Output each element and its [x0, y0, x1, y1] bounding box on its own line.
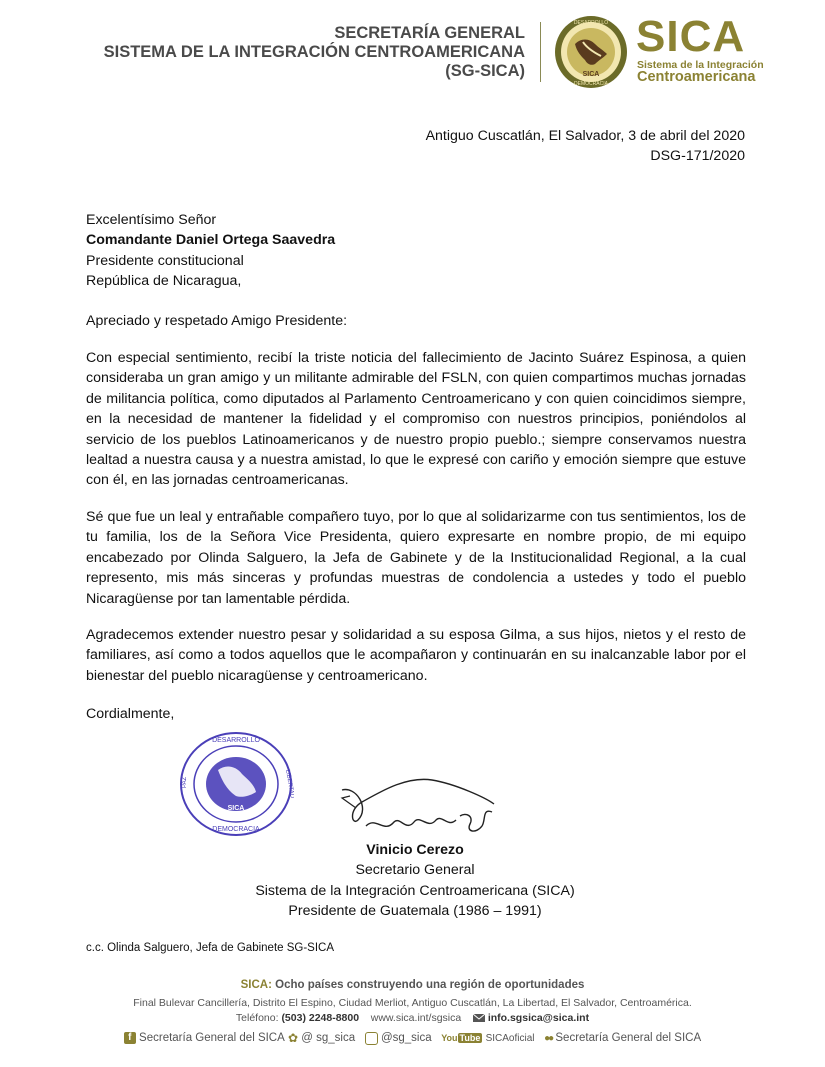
svg-text:DESARROLLO: DESARROLLO	[212, 737, 260, 744]
footer-social	[60, 1031, 765, 1045]
svg-text:DEMOCRACIA: DEMOCRACIA	[212, 826, 260, 833]
email-icon	[473, 1014, 485, 1022]
svg-text:PAZ: PAZ	[182, 776, 188, 788]
svg-text:LIBERTAD: LIBERTAD	[284, 769, 294, 799]
reference-number: DSG-171/2020	[650, 148, 745, 165]
cc-line: c.c. Olinda Salguero, Jefa de Gabinete SG-SICA	[86, 942, 335, 954]
instagram-label[interactable]: @sg_sica	[380, 1032, 432, 1044]
header-line-1: SECRETARÍA GENERAL	[334, 24, 525, 42]
signatory-note: Presidente de Guatemala (1986 – 1991)	[288, 903, 542, 920]
recipient-country: República de Nicaragua,	[86, 273, 242, 290]
signatory-role: Secretario General	[355, 862, 475, 879]
flickr-label[interactable]: Secretaría General del SICA	[555, 1032, 702, 1044]
salutation-title: Excelentísimo Señor	[86, 212, 217, 228]
signatory-name: Vinicio Cerezo	[366, 842, 464, 858]
handwritten-signature	[336, 768, 506, 848]
svg-text:DEMOCRACIA: DEMOCRACIA	[574, 81, 608, 87]
footer-tagline-text: Ocho países construyendo una región de oportunidades	[275, 979, 585, 991]
footer-phone-label: Teléfono:	[235, 1012, 279, 1024]
facebook-icon[interactable]: f	[124, 1032, 136, 1044]
footer-contact	[60, 1012, 765, 1024]
svg-text:SICA: SICA	[227, 805, 245, 812]
greeting: Apreciado y respetado Amigo Presidente:	[86, 313, 348, 329]
signatory-org: Sistema de la Integración Centroamericana (SICA)	[255, 882, 575, 899]
paragraph-2: Sé que fue un leal y entrañable compañero tuyo, por lo que al solidarizarme con tus sentimientos, los de tu familia, los de la Señora Vice Presidenta, quiero expresarte en nombre propio, de mi equipo encabezado por Olinda Salguero, la Jefa de Gabinete y de la Institucionalidad Regional, a la cual represento, mis más sinceras y profundas muestras de condolencia a ustedes y todo el pueblo Nicaragüense por tan lamentable pérdida.	[86, 509, 746, 607]
recipient-role: Presidente constitucional	[86, 252, 244, 269]
closing: Cordialmente,	[86, 706, 175, 722]
header-line-3: (SG-SICA)	[445, 62, 525, 80]
instagram-icon[interactable]	[365, 1032, 378, 1045]
paragraph-1: Con especial sentimiento, recibí la triste noticia del fallecimiento de Jacinto Suárez Espinosa, a quien consideraba un gran amigo y un militante admirable del FSLN, con quien compartimos muchas jornadas de militancia política, como diputados al Parlamento Centroamericano y con quien coincidimos siempre, en la necesidad de mantener la fidelidad y el compromiso con nuestros principios, poniéndolos al servicio de los pueblos Latinoamericanos y de nuestro propio pueblo.; siempre conservamos nuestra lealtad a nuestra causa y a nuestra amistad, lo que le expresé con cariño y emoción siempre que estuve con él, en las jornadas centroamericanas.	[86, 350, 746, 489]
official-stamp	[178, 730, 294, 838]
date-block	[380, 126, 745, 167]
addressee-block	[86, 210, 746, 292]
footer-email[interactable]: info.sgsica@sica.int	[487, 1012, 590, 1024]
flickr-icon[interactable]: ●●	[544, 1032, 553, 1044]
sica-wordmark-sub2: Centroamericana	[637, 69, 756, 85]
footer-tagline	[60, 979, 765, 991]
footer-website[interactable]: www.sica.int/sgsica	[370, 1012, 462, 1024]
signatory-block	[200, 840, 630, 922]
header-divider	[540, 22, 541, 82]
header-line-2: SISTEMA DE LA INTEGRACIÓN CENTROAMERICANA	[103, 43, 525, 61]
footer-phone: (503) 2248-8800	[281, 1012, 360, 1024]
youtube-label[interactable]: SICAoficial	[485, 1032, 535, 1044]
recipient-name: Comandante Daniel Ortega Saavedra	[86, 232, 336, 249]
footer-tagline-prefix: SICA:	[240, 979, 272, 991]
svg-text:DESARROLLO: DESARROLLO	[573, 20, 609, 26]
facebook-label[interactable]: Secretaría General del SICA	[139, 1032, 285, 1044]
header-title-block	[60, 24, 525, 81]
sica-seal-logo	[553, 14, 629, 90]
twitter-label[interactable]: @ sg_sica	[301, 1032, 356, 1044]
youtube-icon[interactable]: You Tube	[441, 1033, 481, 1044]
sica-wordmark: SICA	[636, 12, 746, 61]
twitter-icon[interactable]: ✿	[288, 1031, 299, 1045]
place-date: Antiguo Cuscatlán, El Salvador, 3 de abril del 2020	[425, 128, 745, 144]
paragraph-3: Agradecemos extender nuestro pesar y solidaridad a su esposa Gilma, a sus hijos, nietos y el resto de familiares, así como a todos aquellos que le acompañaron y continuarán en su inalcanzable labor por el bienestar del pueblo nicaragüense y centroamericano.	[86, 627, 746, 684]
footer-address: Final Bulevar Cancillería, Distrito El Espino, Ciudad Merliot, Antiguo Cuscatlán, La Libertad, El Salvador, Centroamérica.	[133, 997, 692, 1009]
svg-text:SICA: SICA	[582, 71, 600, 78]
sica-wordmark-sub1: Sistema de la Integración	[637, 59, 764, 71]
